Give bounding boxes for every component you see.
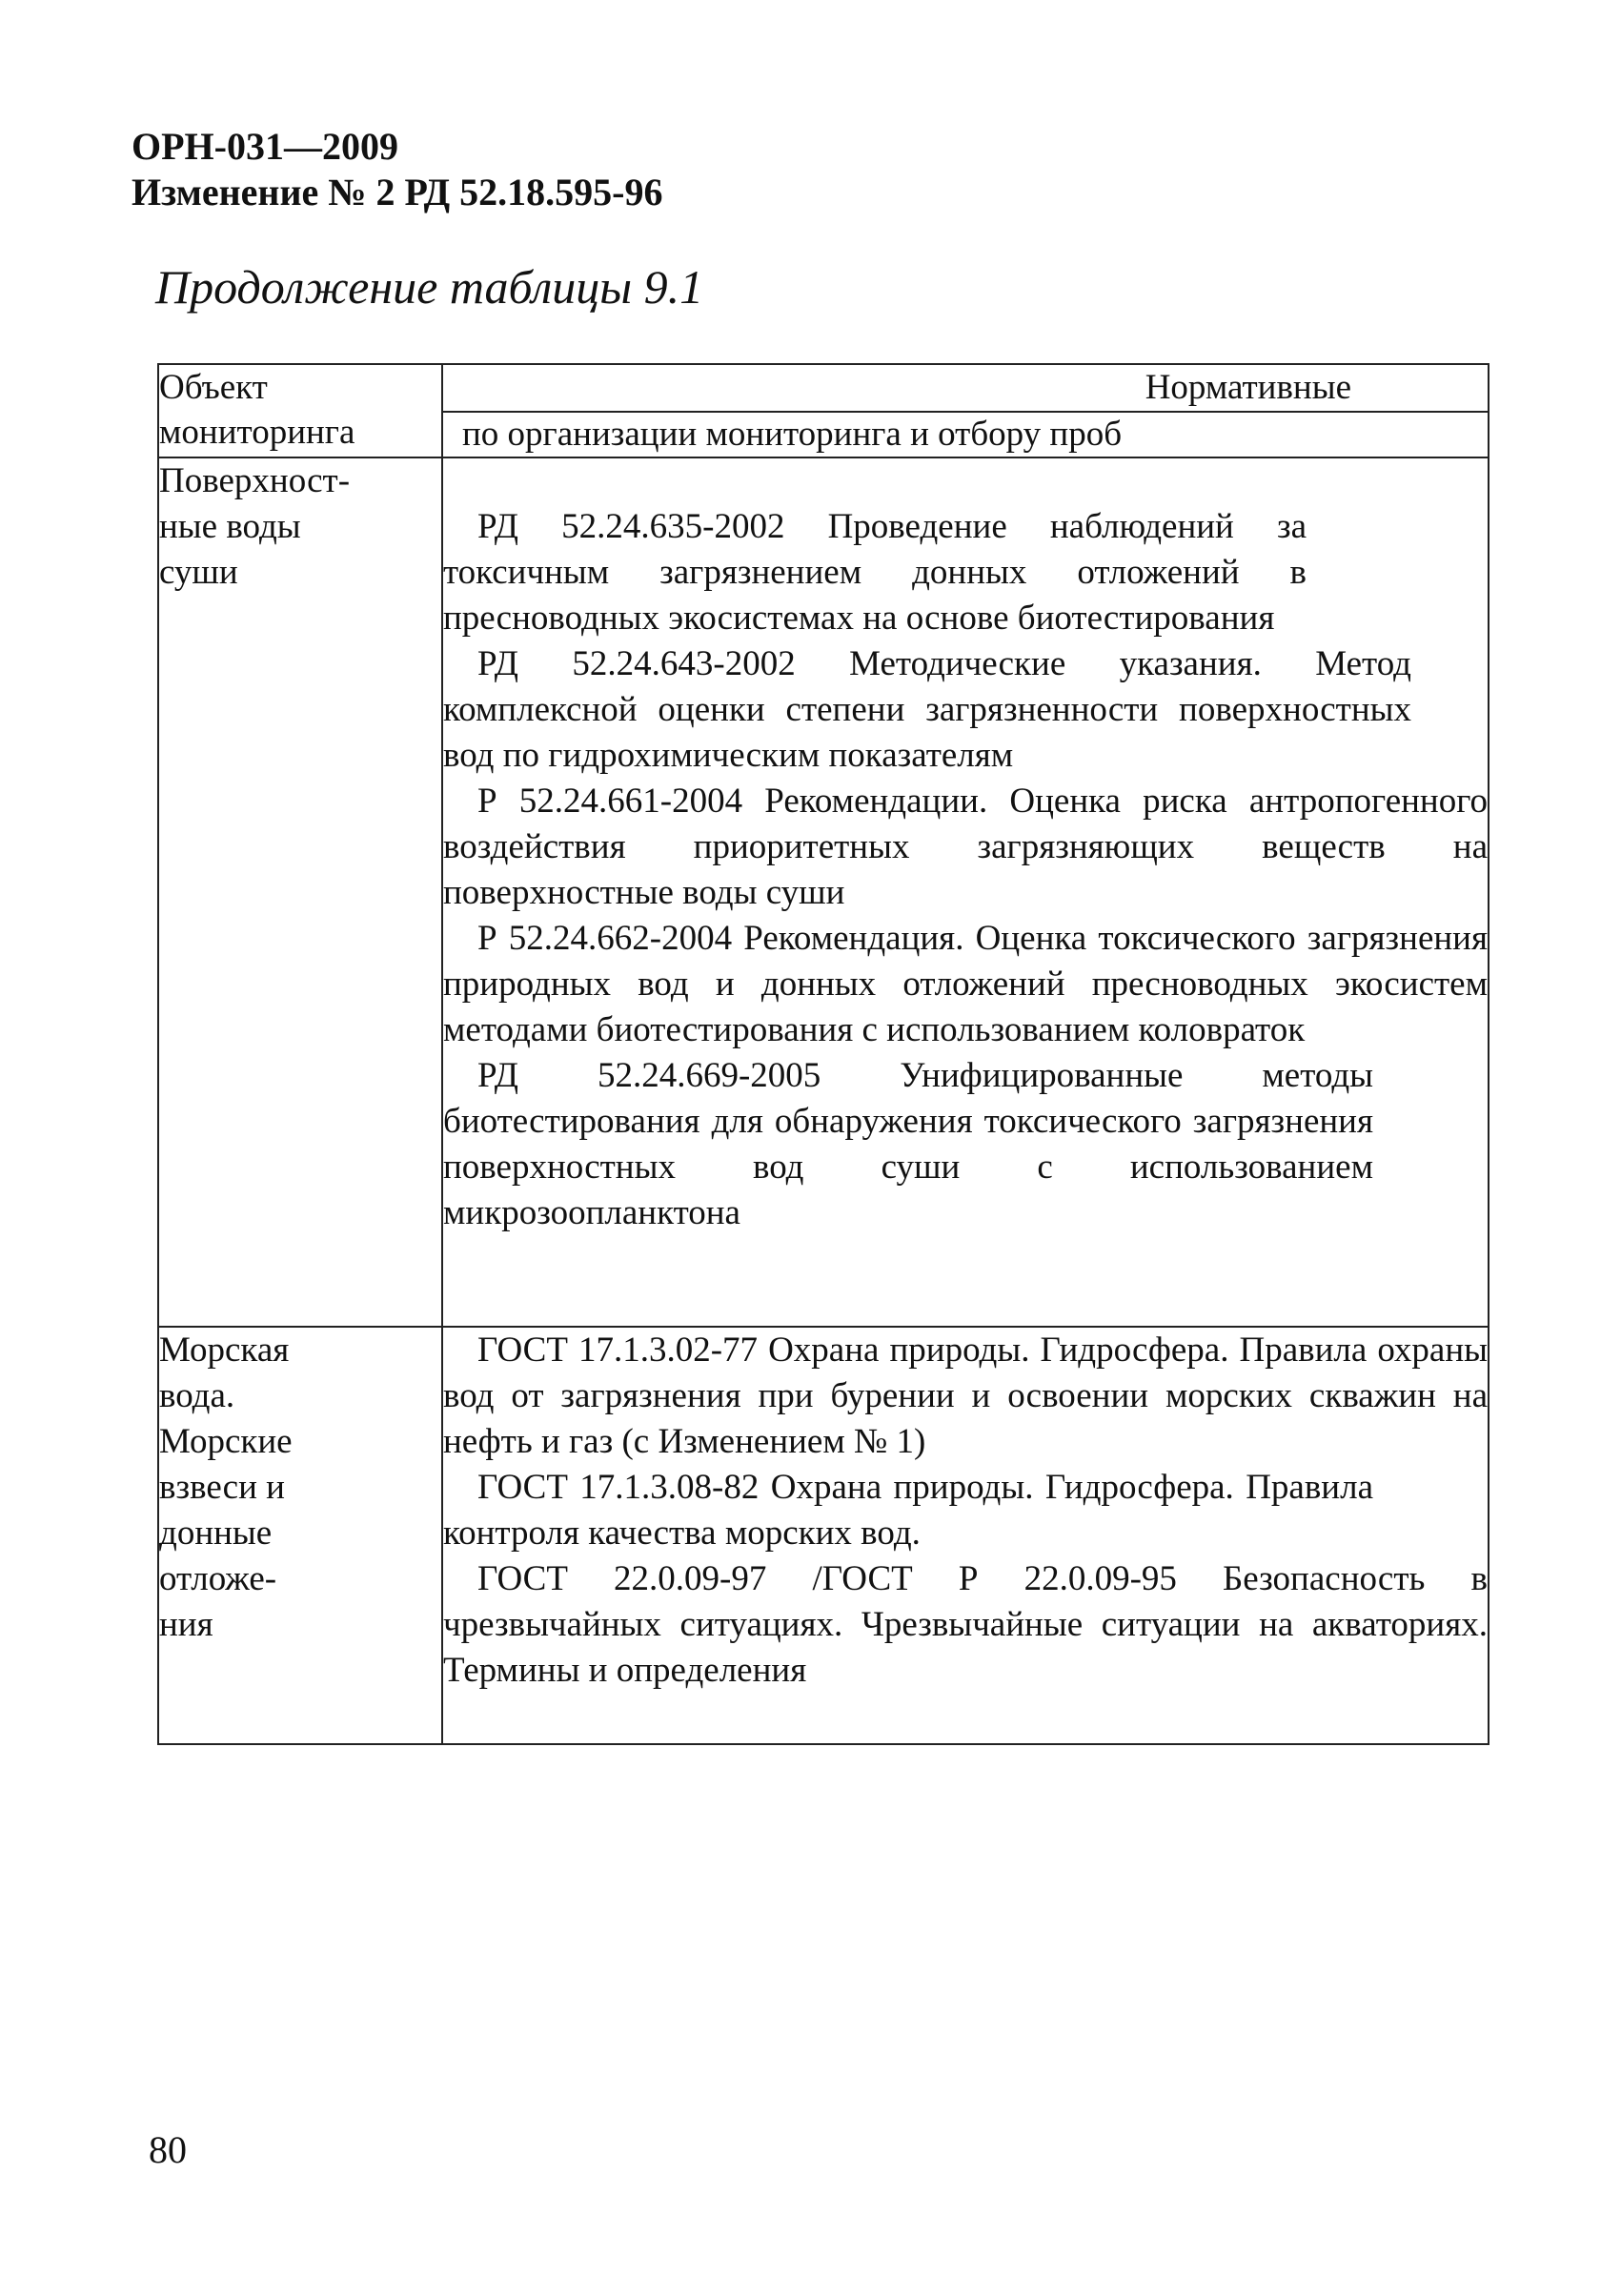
object-line: отложе-	[159, 1559, 277, 1598]
object-cell	[158, 1327, 442, 1744]
table-row	[158, 1327, 1489, 1744]
object-line: взвеси и	[159, 1468, 285, 1507]
doc-entry: ГОСТ 22.0.09-97 /ГОСТ Р 22.0.09-95 Безопасность в чрезвычайных ситуациях. Чрезвычайные ситуации на акваториях. Термины и определения	[443, 1559, 1488, 1690]
document-code: ОРН-031—2009	[132, 125, 398, 168]
header-docs-cell	[442, 364, 1489, 457]
page-number: 80	[149, 2128, 187, 2171]
header-object-line: Объект	[159, 368, 268, 407]
doc-entry: РД 52.24.635-2002 Проведение наблюдений за токсичным загрязнением донных отложений в пресноводных экосистемах на основе биотестирования	[443, 507, 1307, 638]
amendment-title: Изменение № 2 РД 52.18.595-96	[132, 171, 663, 213]
header-docs-top: Нормативные	[443, 365, 1488, 413]
object-line: Поверхност-	[159, 461, 351, 500]
table-caption: Продолжение таблицы 9.1	[155, 260, 704, 314]
header-docs-bottom: по организации мониторинга и отбору проб	[462, 415, 1123, 454]
table-header-row	[158, 364, 1489, 457]
object-cell	[158, 457, 442, 1327]
doc-entry: Р 52.24.661-2004 Рекомендации. Оценка риска антропогенного воздействия приоритетных загрязняющих веществ на поверхностные воды суши	[443, 782, 1488, 912]
monitoring-table	[157, 363, 1489, 1745]
object-line: Морская	[159, 1331, 290, 1370]
header-object-line: мониторинга	[159, 413, 355, 452]
object-line: ния	[159, 1605, 213, 1644]
object-line: суши	[159, 553, 238, 592]
object-line: ные воды	[159, 507, 301, 546]
doc-entry: Р 52.24.662-2004 Рекомендация. Оценка токсического загрязнения природных вод и донных отложений пресноводных экосистем методами биотестирования с использованием коловраток	[443, 919, 1488, 1049]
object-line: донные	[159, 1514, 273, 1553]
doc-entry: РД 52.24.643-2002 Методические указания. Метод комплексной оценки степени загрязненности поверхностных вод по гидрохимическим показателям	[443, 644, 1411, 775]
doc-entry: РД 52.24.669-2005 Унифицированные методы биотестирования для обнаружения токсического загрязнения поверхностных вод суши с использованием микрозоопланктона	[443, 1056, 1373, 1232]
doc-entry: ГОСТ 17.1.3.08-82 Охрана природы. Гидросфера. Правила контроля качества морских вод.	[443, 1468, 1373, 1553]
object-line: вода.	[159, 1376, 235, 1415]
object-line: Морские	[159, 1422, 293, 1461]
docs-cell	[442, 457, 1489, 1327]
docs-cell	[442, 1327, 1489, 1744]
table-row	[158, 457, 1489, 1327]
header-object-cell	[158, 364, 442, 457]
doc-entry: ГОСТ 17.1.3.02-77 Охрана природы. Гидросфера. Правила охраны вод от загрязнения при бурении и освоении морских скважин на нефть и газ (с Изменением № 1)	[443, 1331, 1488, 1461]
